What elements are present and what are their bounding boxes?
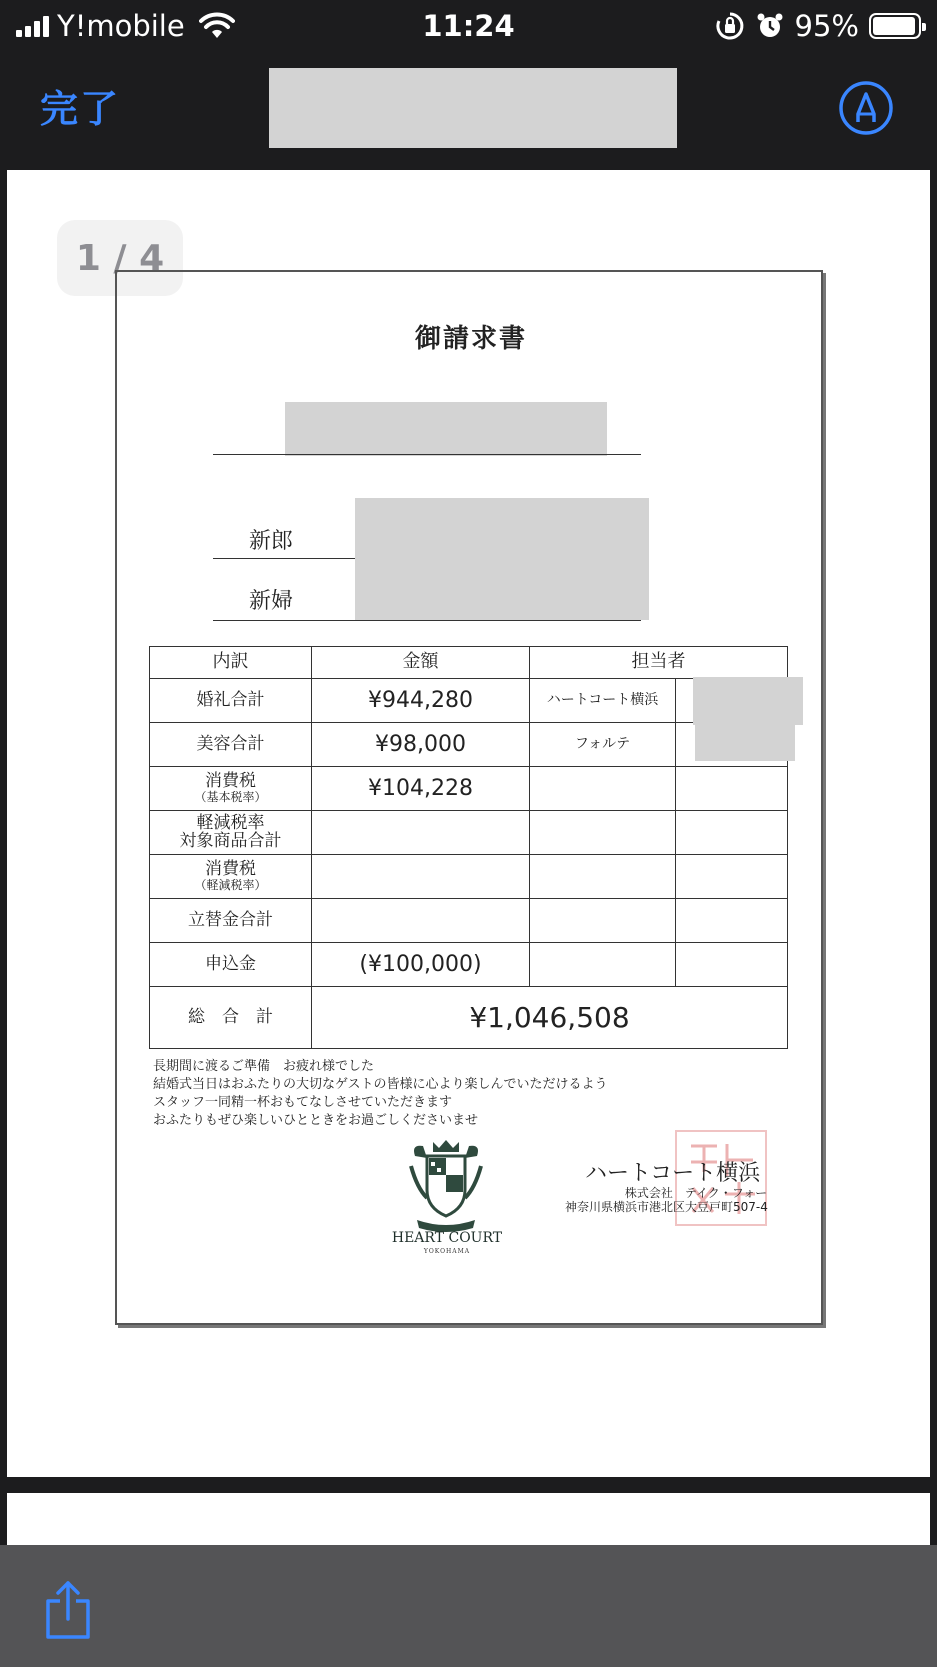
company-name: ハートコート横浜 (585, 1161, 761, 1186)
table-row (150, 899, 788, 943)
row-label-cell (150, 767, 312, 811)
row-staff (530, 899, 676, 943)
table-row (150, 855, 788, 899)
message-line: おふたりもぜひ楽しいひとときをお過ごしくださいませ (153, 1113, 479, 1128)
row-label: 立替金合計 (150, 899, 312, 943)
nav-bar (0, 52, 937, 160)
battery-icon (869, 13, 921, 39)
markup-pen-icon[interactable] (838, 80, 894, 136)
page-indicator: 1 / 4 (57, 220, 183, 296)
row-staff-extra (676, 767, 788, 811)
column-header: 担当者 (530, 647, 788, 679)
logo-name: HEART COURT (391, 1230, 503, 1246)
carrier-name: Y!mobile (57, 9, 185, 43)
status-bar (0, 0, 937, 52)
row-label-sub: （基本税率） (194, 790, 267, 805)
row-label-cell (150, 811, 312, 855)
clock: 11:24 (422, 9, 515, 43)
staff-redaction (693, 677, 803, 725)
row-amount: (¥100,000) (312, 943, 530, 987)
row-label-cell (150, 855, 312, 899)
status-right (715, 8, 921, 44)
pdf-page-next (7, 1493, 930, 1545)
addressee-redaction (285, 402, 607, 456)
table-row (150, 723, 788, 767)
done-button[interactable]: 完了 (40, 87, 121, 131)
heart-court-crest-logo (407, 1138, 485, 1238)
row-staff (530, 811, 676, 855)
bride-underline (213, 620, 641, 621)
alarm-icon (755, 11, 785, 41)
bottom-toolbar (0, 1545, 937, 1667)
row-amount: ¥104,228 (312, 767, 530, 811)
row-staff-extra (676, 855, 788, 899)
column-header: 内訳 (150, 647, 312, 679)
row-amount (312, 899, 530, 943)
company-corporation: 株式会社 テイク・フォー (624, 1186, 768, 1200)
row-staff: ハートコート横浜 (530, 679, 676, 723)
table-header-row (150, 647, 788, 679)
row-staff-extra (676, 943, 788, 987)
row-label: 婚礼合計 (150, 679, 312, 723)
message-line: 結婚式当日はおふたりの大切なゲストの皆様に心より楽しんでいただけるよう (153, 1077, 608, 1092)
row-amount: ¥944,280 (312, 679, 530, 723)
pdf-page (7, 170, 930, 1477)
logo-subtitle: YOKOHAMA (423, 1248, 471, 1255)
table-row (150, 811, 788, 855)
battery-percentage: 95% (794, 9, 859, 43)
row-staff (530, 767, 676, 811)
row-staff (530, 943, 676, 987)
invoice-document (115, 270, 823, 1325)
staff-redaction (695, 725, 795, 761)
addressee-underline (213, 454, 641, 455)
document-viewer[interactable] (0, 160, 937, 1545)
total-label: 総 合 計 (150, 987, 312, 1049)
row-label-sub: （軽減税率） (194, 878, 267, 893)
company-address: 神奈川県横浜市港北区大豆戸町507-4 (565, 1200, 768, 1214)
table-row (150, 767, 788, 811)
row-amount (312, 855, 530, 899)
message-line: 長期間に渡るご準備 お疲れ様でした (153, 1059, 375, 1074)
row-label: 軽減税率 (196, 812, 265, 833)
groom-label: 新郎 (249, 529, 294, 554)
row-staff-extra (676, 899, 788, 943)
thank-you-message (153, 1058, 607, 1130)
row-staff: フォルテ (530, 723, 676, 767)
row-label: 美容合計 (150, 723, 312, 767)
table-row (150, 679, 788, 723)
row-staff-extra (676, 811, 788, 855)
invoice-title: 御請求書 (414, 324, 527, 354)
share-icon[interactable] (42, 1579, 94, 1641)
column-header: 金額 (312, 647, 530, 679)
total-row (150, 987, 788, 1049)
battery-level (873, 17, 915, 35)
row-amount (312, 811, 530, 855)
row-label: 消費税 (205, 859, 256, 880)
row-label-sub: 対象商品合計 (179, 830, 282, 851)
row-staff (530, 855, 676, 899)
orientation-lock-icon (715, 11, 745, 41)
row-amount: ¥98,000 (312, 723, 530, 767)
names-redaction (355, 498, 649, 620)
message-line: スタッフ一同精一杯おもてなしさせていただきます (153, 1095, 453, 1110)
bride-label: 新婦 (249, 589, 294, 614)
total-amount: ¥1,046,508 (312, 987, 788, 1049)
row-label: 申込金 (150, 943, 312, 987)
title-redaction (269, 68, 677, 148)
table-row (150, 943, 788, 987)
row-label: 消費税 (205, 771, 256, 792)
